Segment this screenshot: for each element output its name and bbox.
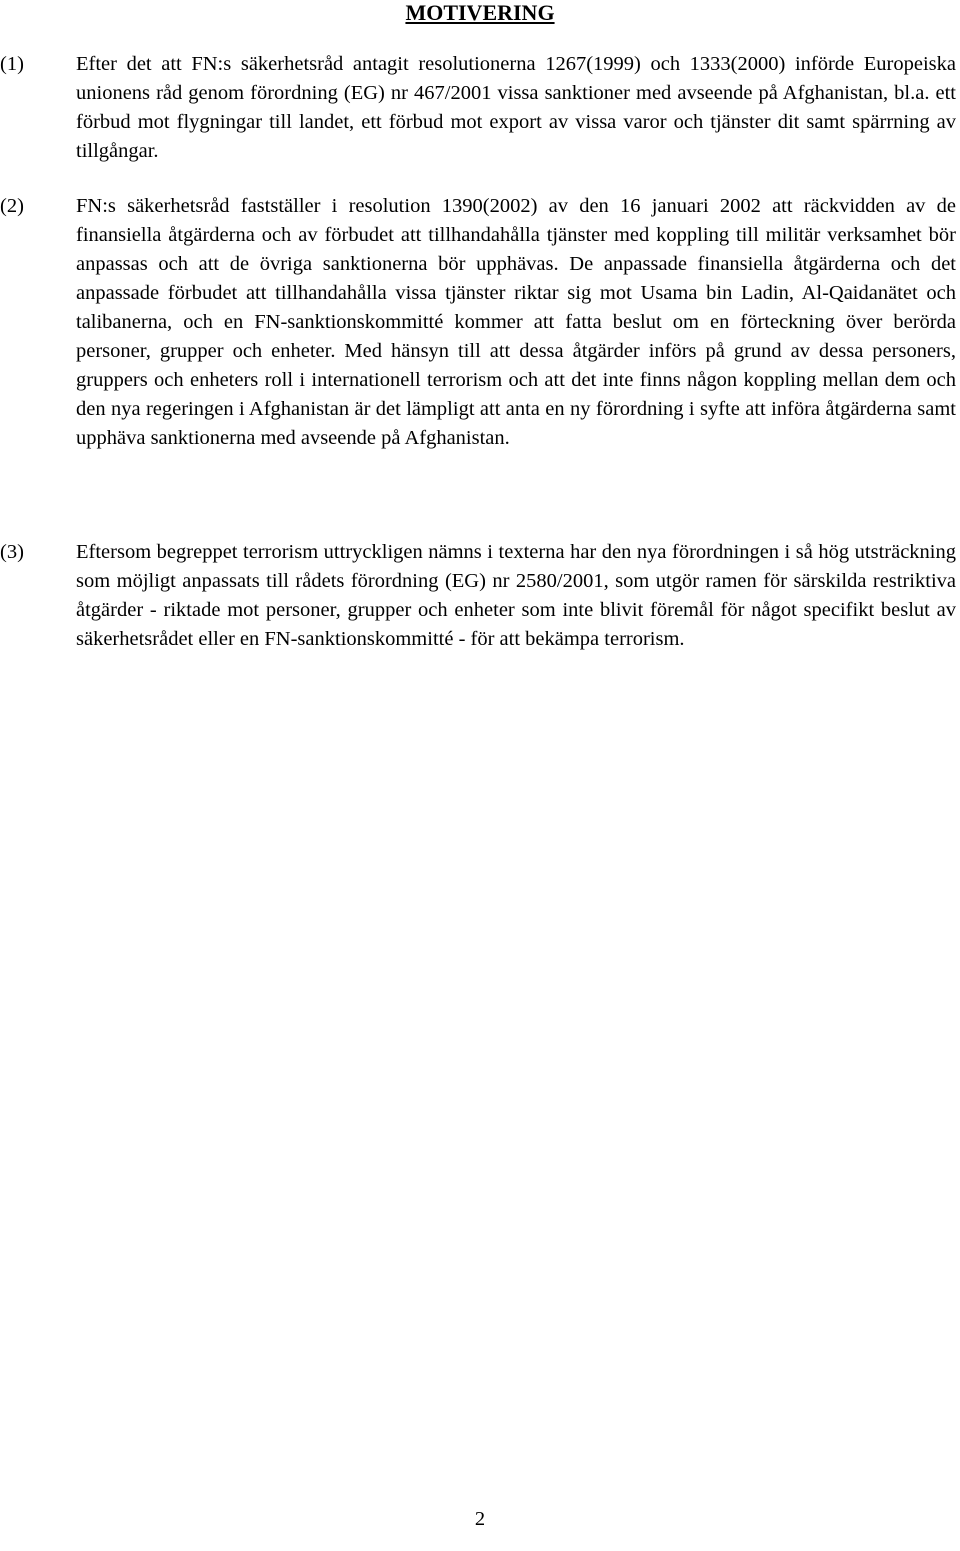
- page-title: MOTIVERING: [405, 0, 555, 25]
- paragraph-number: (1): [0, 53, 24, 75]
- paragraph-text: Eftersom begreppet terrorism uttryckligen nämns i texterna har den nya förordningen i så hög utsträckning som möjligt anpassats till rådets förordning (EG) nr 2580/2001, som utgör ramen för särskilda restriktiva åtgärder - riktade mot personer, grupper och enheter som inte blivit föremål för något specifikt beslut av säkerhetsrådet eller en FN-sanktionskommitté - för att bekämpa terrorism.: [76, 541, 956, 650]
- paragraph-text: FN:s säkerhetsråd fastställer i resolution 1390(2002) av den 16 januari 2002 att räckvidden av de finansiella åtgärderna och av förbudet att tillhandahålla tjänster med koppling till militär verksamhet bör anpassas och att de övriga sanktionerna bör upphävas. De anpassade finansiella åtgärderna och det anpassade förbudet att tillhandahålla vissa tjänster riktar sig mot Usama bin Ladin, Al-Qaidanätet och talibanerna, och en FN-sanktionskommitté kommer att fatta beslut om en förteckning över berörda personer, grupper och enheter. Med hänsyn till att dessa åtgärder införs på grund av dessa personers, gruppers och enheters roll i internationell terrorism och att det inte finns någon koppling mellan dem och den nya regeringen i Afghanistan är det lämpligt att anta en ny förordning i syfte att införa åtgärderna samt upphäva sanktionerna med avseende på Afghanistan.: [76, 195, 956, 449]
- paragraph-text: Efter det att FN:s säkerhetsråd antagit resolutionerna 1267(1999) och 1333(2000) införde Europeiska unionens råd genom förordning (EG) nr 467/2001 vissa sanktioner med avseende på Afghanistan, bl.a. ett förbud mot flygningar till landet, ett förbud mot export av vissa varor och tjänster dit samt spärrning av tillgångar.: [76, 53, 956, 162]
- page-number: 2: [474, 1508, 486, 1530]
- paragraph-number: (2): [0, 195, 24, 217]
- paragraph-number: (3): [0, 541, 24, 563]
